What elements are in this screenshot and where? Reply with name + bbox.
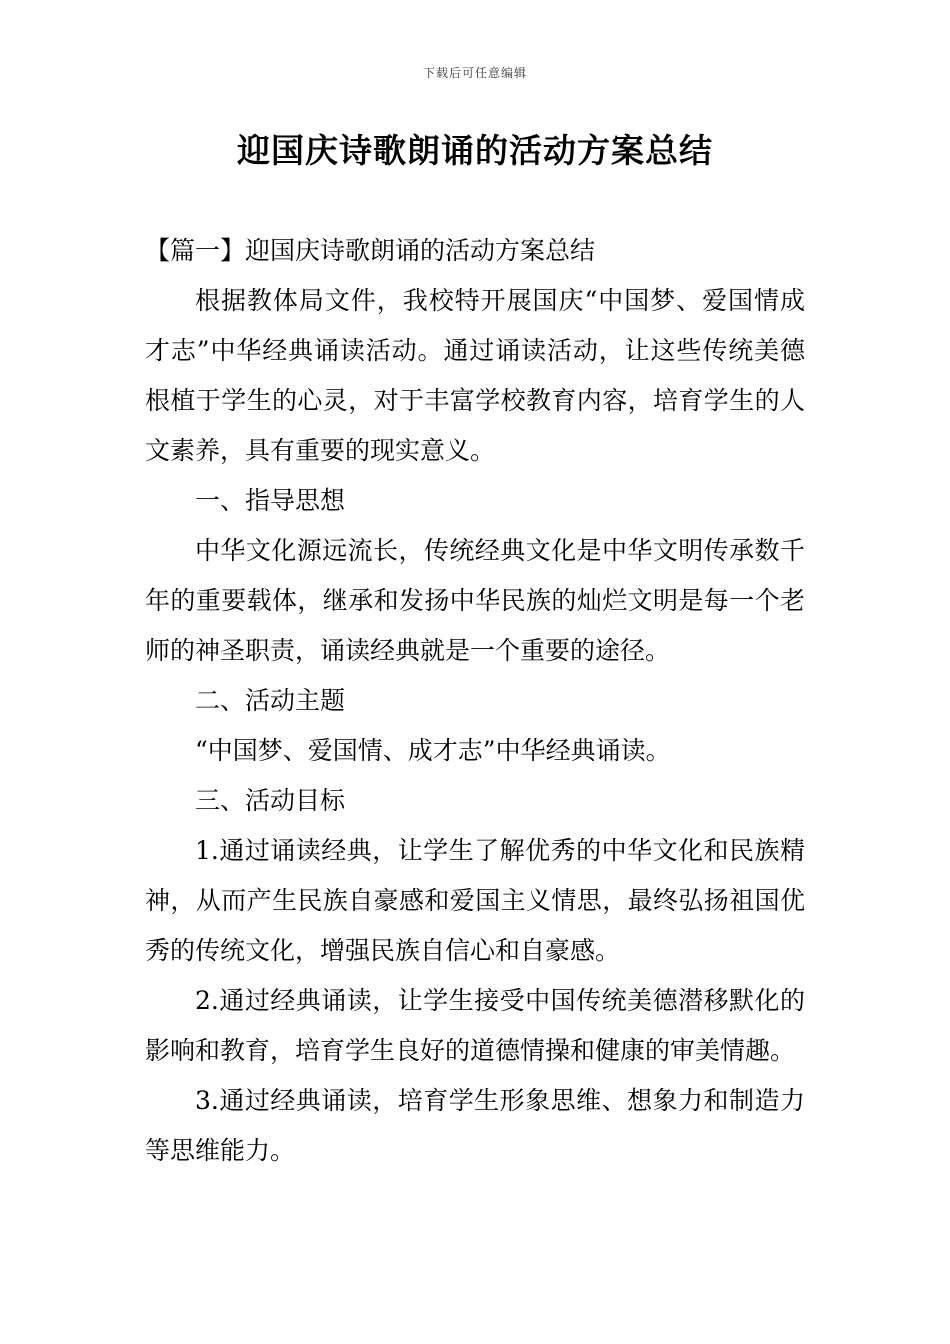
heading-guiding-thought: 一、指导思想 — [195, 486, 346, 515]
activity-theme-paragraph: “中国梦、爱国情、成才志”中华经典诵读。 — [195, 736, 671, 765]
goal-item-1: 1.通过诵读经典，让学生了解优秀的中华文化和民族精神，从而产生民族自豪感和爱国主义情思，最终弘扬祖国优秀的传统文化，增强民族自信心和自豪感。 — [145, 836, 805, 965]
goal-item-3: 3.通过经典诵读，培育学生形象思维、想象力和制造力等思维能力。 — [145, 1086, 805, 1165]
guiding-thought-paragraph: 中华文化源远流长，传统经典文化是中华文明传承数千年的重要载体，继承和发扬中华民族的灿烂文明是每一个老师的神圣职责，诵读经典就是一个重要的途径。 — [145, 536, 805, 665]
header-note: 下载后可任意编辑 — [422, 66, 527, 80]
document-body — [145, 226, 805, 1176]
section-heading: 【篇一】迎国庆诗歌朗诵的活动方案总结 — [145, 236, 596, 265]
document-title: 迎国庆诗歌朗诵的活动方案总结 — [237, 131, 713, 170]
heading-activity-theme: 二、活动主题 — [195, 686, 346, 715]
heading-activity-goals: 三、活动目标 — [195, 786, 346, 815]
intro-paragraph: 根据教体局文件，我校特开展国庆“中国梦、爱国情成才志”中华经典诵读活动。通过诵读活动，让这些传统美德根植于学生的心灵，对于丰富学校教育内容，培育学生的人文素养，具有重要的现实意义。 — [145, 286, 805, 465]
goal-item-2: 2.通过经典诵读，让学生接受中国传统美德潜移默化的影响和教育，培育学生良好的道德情操和健康的审美情趣。 — [145, 986, 805, 1065]
